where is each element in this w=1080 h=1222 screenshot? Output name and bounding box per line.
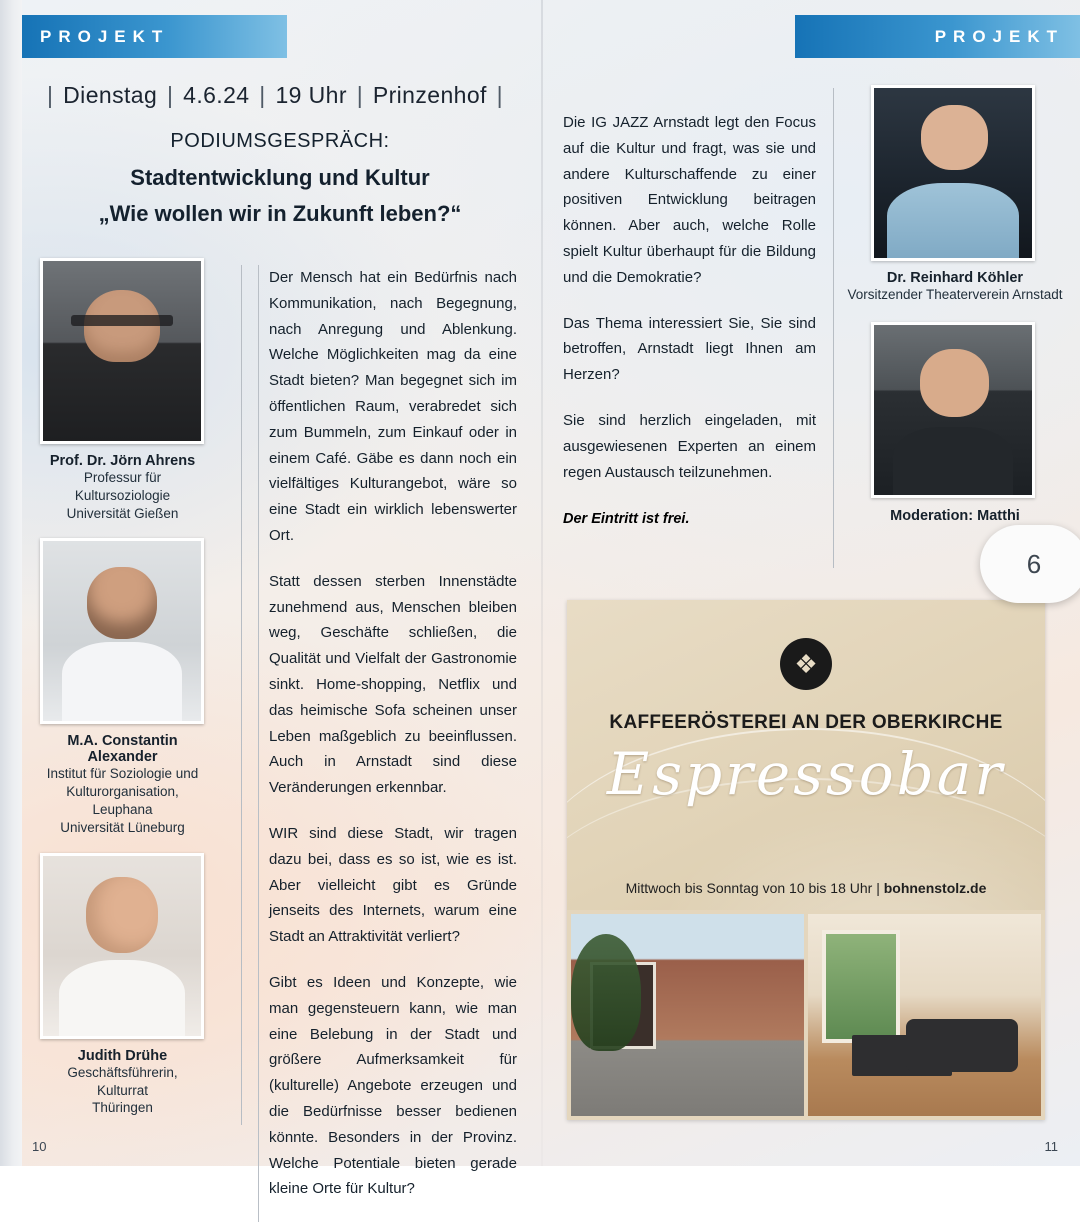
speaker-role-line: Universität Lüneburg — [60, 819, 185, 835]
article-paragraph: Das Thema interessiert Sie, Sie sind betroffen, Arnstadt liegt Ihnen am Herzen? — [563, 314, 816, 384]
dateline-sep-1: | — [47, 82, 54, 108]
speaker-list — [40, 258, 205, 1133]
advertisement-kaffeeroesterei[interactable] — [567, 600, 1045, 1120]
cafe-exterior-photo — [571, 914, 804, 1116]
left-page-edge — [0, 0, 22, 1166]
portrait-constantin-alexander — [40, 538, 204, 724]
event-topic: Stadtentwicklung und Kultur — [130, 165, 430, 190]
speaker-role — [40, 1064, 205, 1117]
dateline-time: 19 Uhr — [275, 82, 347, 108]
speaker-role-line: Professur für Kultursoziologie — [74, 470, 171, 503]
dateline-sep-3: | — [259, 82, 266, 108]
article-paragraph: Die IG JAZZ Arnstadt legt den Focus auf die Kultur und fragt, was sie und andere Kulturschaffende zu einer positiven Entwicklung beitragen können. Aber auch, welche Rolle spielt Kultur überhaupt für die Bildung und die Demokratie? — [563, 114, 816, 286]
portrait-reinhard-koehler — [871, 85, 1035, 261]
portrait-judith-druehe — [40, 853, 204, 1039]
article-paragraph: Gibt es Ideen und Konzepte, wie man gegensteuern kann, wie man eine Belebung in der Stadt und größere Aufmerksamkeit für (kulturelle) Angebote erzeugen und die Bedürfnisse besser bedienen könnte. Besonders in der Provinz. Welche Potentiale bieten gerade kleine Orte für Kultur? — [269, 973, 517, 1198]
speaker-role-line: Geschäftsführerin, Kulturrat — [67, 1064, 178, 1098]
portrait-moderation — [871, 322, 1035, 498]
ad-hours — [567, 880, 1045, 896]
ad-website[interactable]: bohnenstolz.de — [883, 880, 987, 896]
ad-script-wordmark: Espressobar — [606, 740, 1006, 808]
speaker-role-line: Institut für Soziologie und — [46, 766, 199, 782]
page-fold — [541, 0, 543, 1166]
article-column-left — [258, 265, 517, 1222]
article-paragraph: Der Mensch hat ein Bedürfnis nach Kommunikation, nach Begegnung, nach Anregung und Ablenkung. Welche Möglichkeiten mag da eine Stadt bieten? Man begegnet sich im öffentlichen Raum, verabredet sich zum Bummeln, zum Einkauf oder in einem Café. Gäbe es dann noch ein vielfältiges Kulturangebot, wäre so eine Stadt ein wirklich lebenswerter Ort. — [269, 269, 517, 544]
header-label-right: PROJEKT — [934, 26, 1064, 46]
dateline-weekday: Dienstag — [63, 82, 158, 108]
ad-photo-strip — [567, 910, 1045, 1120]
speaker-card — [845, 85, 1065, 304]
cafe-interior-photo — [808, 914, 1041, 1116]
speaker-name: Judith Drühe — [77, 1047, 168, 1064]
dateline-sep-5: | — [496, 82, 503, 108]
speaker-role-line: Thüringen — [92, 1100, 153, 1116]
dateline-sep-2: | — [166, 82, 174, 108]
admission-note: Der Eintritt ist frei. — [563, 511, 690, 528]
dateline-venue: Prinzenhof — [372, 82, 487, 108]
dateline-sep-4: | — [356, 82, 364, 108]
moderation-label: Moderation: Matthi — [890, 508, 1020, 525]
dateline-date: 4.6.24 — [183, 82, 250, 108]
speaker-card — [40, 538, 205, 836]
portrait-joern-ahrens — [40, 258, 204, 444]
speaker-role — [40, 765, 205, 836]
right-speaker-column — [845, 85, 1065, 524]
header-bar-right — [795, 15, 1080, 58]
speaker-card — [40, 258, 205, 522]
article-paragraph: Sie sind herzlich eingeladen, mit ausgewiesenen Experten an einem regen Austausch teilzunehmen. — [563, 411, 816, 481]
page-indicator-badge[interactable]: 6 — [980, 525, 1080, 603]
speaker-name: Prof. Dr. Jörn Ahrens — [49, 453, 196, 469]
event-question: „Wie wollen wir in Zukunft leben?“ — [98, 201, 462, 226]
speaker-card — [40, 853, 205, 1117]
page-number-left: 10 — [32, 1139, 47, 1154]
page-number-right: 11 — [1044, 1139, 1058, 1154]
speaker-card — [845, 322, 1065, 524]
column-divider-right — [833, 88, 834, 568]
speaker-role: Vorsitzender Theaterverein Arnstadt — [847, 287, 1063, 302]
article-column-middle — [563, 110, 816, 527]
header-label-left: PROJEKT — [40, 26, 170, 46]
event-title-block — [40, 130, 520, 227]
event-dateline — [40, 82, 510, 109]
event-kind: PODIUMSGESPRÄCH: — [170, 130, 390, 152]
article-paragraph: Statt dessen sterben Innenstädte zunehmend aus, Menschen bleiben weg, Geschäfte schließen, die Qualität und Vielfalt der Gastronomie sinkt. Home-shopping, Netflix und das heimische Sofa scheinen unser Leben maßgeblich zu beeinflussen. Auch in Arnstadt sind diese Veränderungen erkennbar. — [269, 572, 517, 797]
article-paragraph: WIR sind diese Stadt, wir tragen dazu bei, dass es so ist, wie es ist. Aber vielleicht gibt es Gründe jenseits des Internets, warum eine Stadt an Attraktivität verliert? — [269, 824, 517, 946]
speaker-role-line: Kulturorganisation, Leuphana — [66, 784, 179, 818]
ad-header — [567, 600, 1045, 910]
speaker-role-line: Universität Gießen — [66, 505, 179, 521]
speaker-role — [40, 469, 205, 522]
coffee-rosette-icon: ❖ — [780, 638, 832, 690]
header-bar-left — [22, 15, 287, 58]
ad-hours-text: Mittwoch bis Sonntag von 10 bis 18 Uhr | — [625, 880, 880, 896]
ad-brand-name: KAFFEERÖSTEREI AN DER OBERKIRCHE — [609, 712, 1003, 733]
speaker-name: M.A. Constantin Alexander — [67, 733, 178, 766]
speaker-name: Dr. Reinhard Köhler — [886, 270, 1024, 286]
column-divider-left — [241, 265, 242, 1125]
